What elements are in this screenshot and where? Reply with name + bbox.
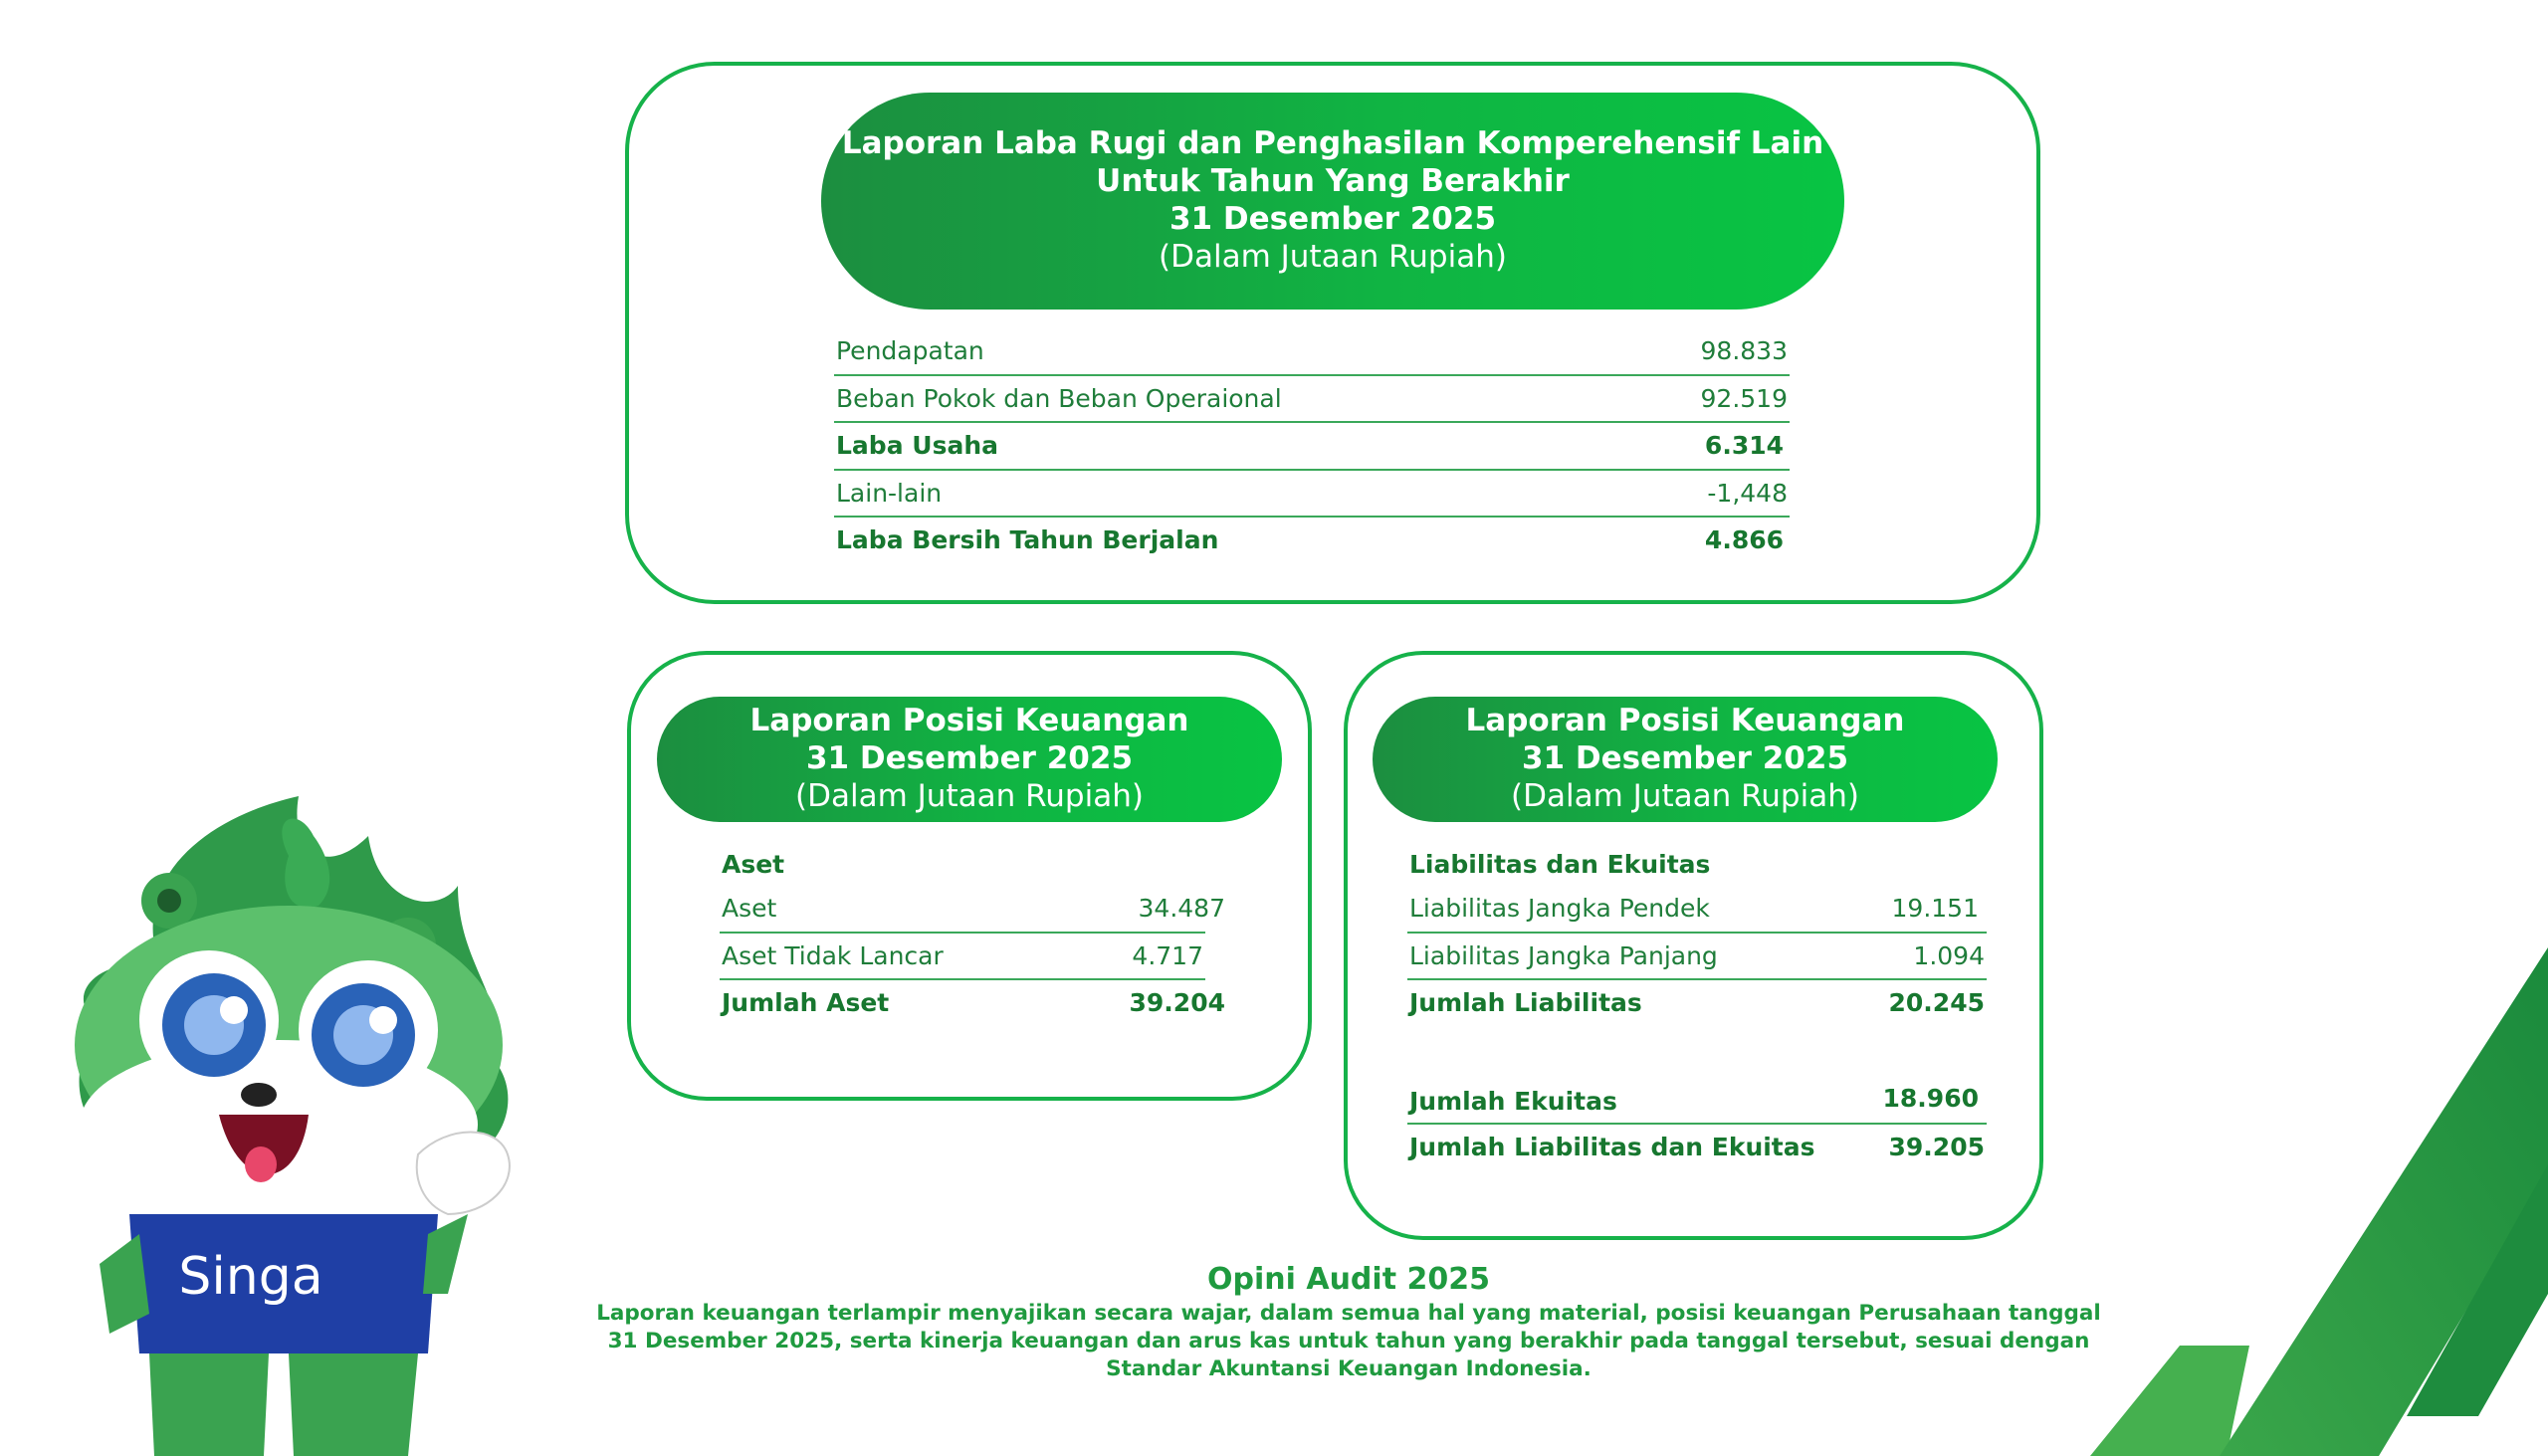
equity-table	[1407, 1077, 1987, 1171]
decorative-stripes	[2090, 936, 2548, 1456]
lion-mascot-icon	[40, 796, 537, 1456]
table-row	[1407, 1125, 1987, 1172]
row-label: Beban Pokok dan Beban Operaional	[836, 383, 1282, 413]
assets-header	[657, 697, 1282, 822]
row-value: -1,448	[1707, 478, 1788, 508]
row-label: Laba Bersih Tahun Berjalan	[836, 525, 1219, 554]
row-value: 39.204	[1129, 988, 1225, 1017]
table-row	[1407, 1077, 1987, 1125]
row-value: 20.245	[1888, 988, 1985, 1017]
liabilities-header	[1373, 697, 1998, 822]
row-label: Pendapatan	[836, 336, 984, 365]
row-label: Aset Tidak Lancar	[722, 940, 944, 970]
row-value: 4.866	[1704, 525, 1784, 554]
stripe-shape	[2090, 1346, 2249, 1456]
liabilities-subtitle: (Dalam Jutaan Rupiah)	[1511, 777, 1859, 814]
audit-text: Laporan keuangan terlampir menyajikan secara wajar, dalam semua hal yang material, posisi keuangan Perusahaan tanggal 31 Desember 2025, serta kinerja keuangan dan arus kas untuk tahun yang berakhir pada tanggal tersebut, sesuai dengan Standar Akuntansi Keuangan Indonesia.	[596, 1301, 2101, 1381]
mascot-shirt-text: Singa	[178, 1247, 323, 1307]
audit-title: Opini Audit 2025	[1207, 1262, 1490, 1297]
row-label: Jumlah Aset	[722, 988, 890, 1017]
row-value: 98.833	[1700, 336, 1788, 365]
liabilities-table	[1407, 886, 1987, 1028]
row-value: 6.314	[1704, 431, 1784, 460]
row-label: Liabilitas Jangka Panjang	[1409, 940, 1718, 970]
row-label: Aset	[722, 894, 777, 923]
table-row	[1407, 934, 1987, 981]
liabilities-title-line2: 31 Desember 2025	[1521, 740, 1849, 777]
row-value: 18.960	[1882, 1084, 1979, 1113]
income-title-line1: Laporan Laba Rugi dan Penghasilan Komperehensif Lain	[841, 125, 1824, 162]
table-row	[834, 518, 1790, 565]
income-title-line3: 31 Desember 2025	[1168, 201, 1497, 237]
table-row	[834, 328, 1790, 376]
row-label: Liabilitas Jangka Pendek	[1409, 894, 1710, 923]
table-row	[720, 980, 1225, 1028]
row-label: Jumlah Ekuitas	[1409, 1087, 1617, 1116]
liabilities-title-line1: Laporan Posisi Keuangan	[1465, 703, 1905, 739]
liabilities-heading: Liabilitas dan Ekuitas	[1409, 850, 1711, 879]
table-row	[834, 423, 1790, 471]
assets-heading: Aset	[722, 850, 785, 879]
table-row	[720, 886, 1225, 934]
row-label: Laba Usaha	[836, 431, 998, 460]
table-row	[1407, 886, 1987, 934]
row-value: 92.519	[1700, 383, 1788, 413]
row-label: Jumlah Liabilitas	[1409, 988, 1642, 1017]
assets-title-line1: Laporan Posisi Keuangan	[749, 703, 1189, 739]
income-subtitle: (Dalam Jutaan Rupiah)	[1159, 238, 1507, 275]
table-row	[834, 471, 1790, 519]
assets-subtitle: (Dalam Jutaan Rupiah)	[795, 777, 1144, 814]
assets-title-line2: 31 Desember 2025	[805, 740, 1134, 777]
income-table	[834, 328, 1790, 565]
row-value: 34.487	[1138, 894, 1225, 923]
income-title-line2: Untuk Tahun Yang Berakhir	[1096, 163, 1570, 200]
row-value: 19.151	[1891, 894, 1979, 923]
row-value: 1.094	[1913, 940, 1985, 970]
assets-table	[720, 886, 1225, 1028]
row-value: 4.717	[1132, 940, 1203, 970]
table-row	[1407, 980, 1987, 1028]
row-label: Jumlah Liabilitas dan Ekuitas	[1409, 1132, 1815, 1161]
table-row	[834, 376, 1790, 424]
row-label: Lain-lain	[836, 478, 943, 508]
row-value: 39.205	[1888, 1132, 1985, 1161]
table-row	[720, 934, 1205, 981]
income-statement-header	[821, 93, 1844, 310]
